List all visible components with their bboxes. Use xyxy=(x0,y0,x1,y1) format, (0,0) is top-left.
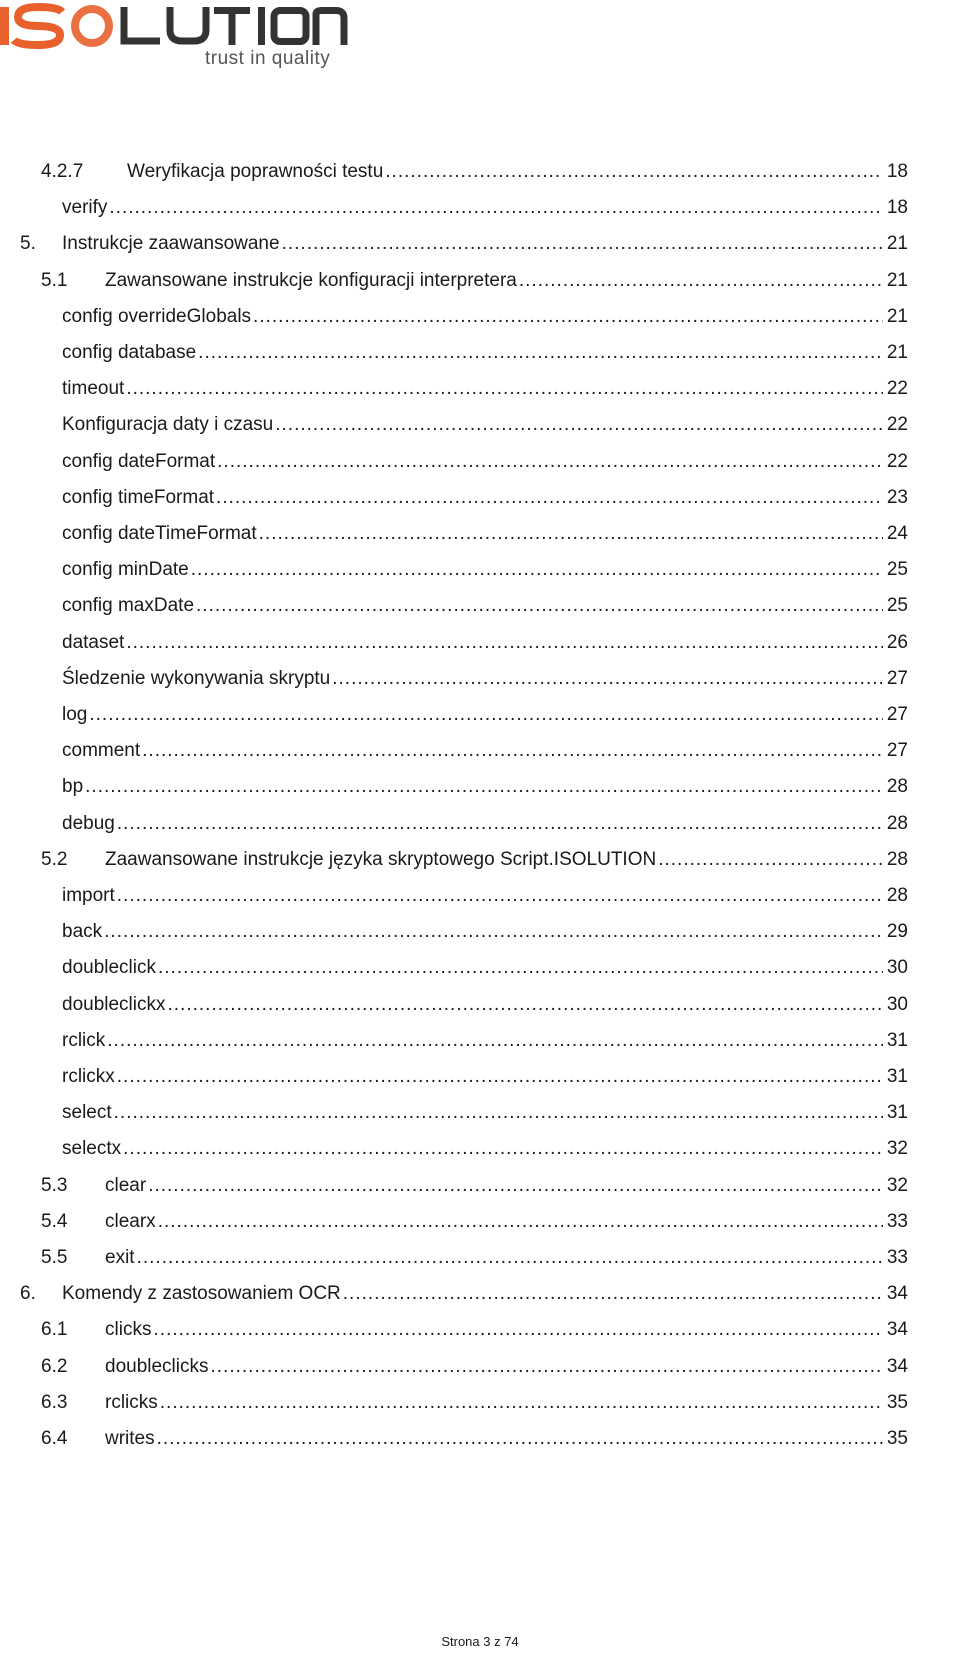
toc-entry-title: exit xyxy=(105,1247,135,1268)
toc-entry[interactable] xyxy=(0,1420,960,1458)
toc-entry[interactable] xyxy=(0,732,960,770)
toc-entry-page: 25 xyxy=(886,559,908,581)
toc-dot-leader xyxy=(259,515,883,553)
toc-entry-body xyxy=(62,768,908,806)
toc-dot-leader xyxy=(168,986,883,1024)
toc-entry[interactable] xyxy=(0,515,960,553)
toc-entry-body xyxy=(62,949,908,987)
toc-entry-body xyxy=(62,551,908,589)
toc-entry-page: 34 xyxy=(886,1355,908,1377)
toc-entry[interactable] xyxy=(0,153,960,191)
toc-dot-leader xyxy=(385,153,883,191)
toc-entry-title: log xyxy=(62,704,88,725)
toc-entry[interactable] xyxy=(0,624,960,662)
toc-entry-body xyxy=(62,298,908,336)
toc-entry-number: 6.4 xyxy=(41,1428,68,1449)
toc-dot-leader xyxy=(343,1275,883,1313)
toc-dot-leader xyxy=(196,587,883,625)
toc-entry-page: 29 xyxy=(886,921,908,943)
toc-entry-body xyxy=(62,443,908,481)
toc-entry-number: 6. xyxy=(20,1283,36,1305)
toc-entry-title: doubleclick xyxy=(62,957,156,979)
toc-entry[interactable] xyxy=(0,986,960,1024)
toc-entry-body xyxy=(62,515,908,553)
toc-dot-leader xyxy=(109,189,882,227)
toc-entry-body xyxy=(105,1203,908,1241)
toc-entry-title: config maxDate xyxy=(62,595,195,617)
toc-entry-page: 35 xyxy=(886,1391,908,1413)
isolution-logo xyxy=(0,0,380,80)
toc-entry-body xyxy=(105,1384,908,1422)
toc-entry-page: 18 xyxy=(886,197,908,219)
toc-entry-body xyxy=(62,189,908,227)
toc-entry-title: config minDate xyxy=(62,559,189,581)
toc-entry-title: doubleclicks xyxy=(105,1355,209,1377)
toc-dot-leader xyxy=(126,624,883,662)
toc-entry-body xyxy=(105,1167,908,1205)
toc-entry-page: 32 xyxy=(886,1138,908,1160)
toc-dot-leader xyxy=(126,370,883,408)
toc-entry-number: 5. xyxy=(20,233,36,255)
toc-entry-page: 32 xyxy=(886,1174,908,1196)
toc-dot-leader xyxy=(123,1130,883,1168)
toc-entry-page: 23 xyxy=(886,486,908,508)
toc-dot-leader xyxy=(211,1348,883,1386)
toc-entry-page: 22 xyxy=(886,450,908,472)
toc-dot-leader xyxy=(198,334,883,372)
toc-entry-page: 31 xyxy=(886,1066,908,1087)
toc-entry[interactable] xyxy=(0,551,960,589)
toc-entry-number: 4.2.7 xyxy=(41,161,84,182)
toc-entry-title: bp xyxy=(62,776,84,798)
toc-entry-page: 21 xyxy=(886,305,908,327)
toc-entry-title: selectx xyxy=(62,1138,122,1160)
toc-entry-title: rclickx xyxy=(62,1066,115,1087)
toc-dot-leader xyxy=(89,696,883,734)
toc-entry-title: config timeFormat xyxy=(62,486,215,508)
toc-entry[interactable] xyxy=(0,1348,960,1386)
toc-entry-title: Komendy z zastosowaniem OCR xyxy=(62,1283,341,1305)
toc-entry-page: 26 xyxy=(886,631,908,653)
toc-entry-page: 22 xyxy=(886,378,908,400)
logo-tagline: trust in quality xyxy=(205,48,331,69)
toc-entry[interactable] xyxy=(0,913,960,951)
toc-dot-leader xyxy=(107,1022,883,1060)
toc-entry-page: 28 xyxy=(886,848,908,870)
toc-dot-leader xyxy=(157,1420,883,1458)
toc-entry-title: debug xyxy=(62,812,115,834)
toc-entry-title: doubleclickx xyxy=(62,993,166,1015)
toc-dot-leader xyxy=(253,298,883,336)
toc-entry-number: 6.2 xyxy=(41,1355,68,1377)
toc-entry-title: Śledzenie wykonywania skryptu xyxy=(62,667,331,689)
toc-dot-leader xyxy=(216,479,883,517)
toc-entry-title: clicks xyxy=(105,1319,152,1341)
toc-entry-title: timeout xyxy=(62,378,125,400)
toc-entry-title: verify xyxy=(62,197,108,219)
toc-entry-title: config overrideGlobals xyxy=(62,305,252,327)
toc-entry-title: dataset xyxy=(62,631,125,653)
toc-entry-page: 34 xyxy=(886,1319,908,1341)
toc-dot-leader xyxy=(104,913,883,951)
toc-entry-body xyxy=(62,877,908,915)
toc-entry-title: config database xyxy=(62,342,197,363)
toc-dot-leader xyxy=(519,262,883,300)
toc-entry-page: 33 xyxy=(886,1247,908,1268)
toc-entry[interactable] xyxy=(0,406,960,444)
toc-entry-body xyxy=(62,624,908,662)
toc-entry-body xyxy=(62,587,908,625)
toc-entry[interactable] xyxy=(0,225,960,263)
toc-entry-page: 28 xyxy=(886,885,908,906)
toc-entry[interactable] xyxy=(0,1203,960,1241)
toc-entry-title: import xyxy=(62,885,115,906)
toc-entry-title: config dateFormat xyxy=(62,450,216,472)
toc-dot-leader xyxy=(332,660,883,698)
toc-entry[interactable] xyxy=(0,370,960,408)
toc-entry-number: 6.3 xyxy=(41,1391,68,1413)
toc-entry[interactable] xyxy=(0,949,960,987)
toc-entry-title: Instrukcje zaawansowane xyxy=(62,233,280,255)
toc-entry-body xyxy=(105,1239,908,1277)
toc-entry[interactable] xyxy=(0,1311,960,1349)
toc-dot-leader xyxy=(158,949,883,987)
toc-entry-page: 21 xyxy=(886,233,908,255)
toc-entry-body xyxy=(62,986,908,1024)
toc-entry-number: 5.1 xyxy=(41,269,68,291)
toc-entry-page: 31 xyxy=(886,1102,908,1124)
toc-entry[interactable] xyxy=(0,1130,960,1168)
toc-entry-page: 30 xyxy=(886,957,908,979)
toc-entry[interactable] xyxy=(0,587,960,625)
toc-dot-leader xyxy=(191,551,883,589)
toc-entry[interactable] xyxy=(0,1275,960,1313)
toc-entry-body xyxy=(62,1275,908,1313)
toc-entry-title: Konfiguracja daty i czasu xyxy=(62,414,274,436)
toc-dot-leader xyxy=(282,225,883,263)
toc-entry-body xyxy=(127,153,908,191)
toc-entry-body xyxy=(62,1094,908,1132)
toc-dot-leader xyxy=(217,443,883,481)
page-number-label: Strona 3 z 74 xyxy=(441,1634,519,1649)
toc-dot-leader xyxy=(117,877,883,915)
toc-entry[interactable] xyxy=(0,1167,960,1205)
toc-entry[interactable] xyxy=(0,1384,960,1422)
toc-entry-body xyxy=(105,1311,908,1349)
toc-entry[interactable] xyxy=(0,479,960,517)
toc-entry-body xyxy=(105,1420,908,1458)
toc-entry-page: 18 xyxy=(886,161,908,182)
toc-entry-page: 21 xyxy=(886,269,908,291)
toc-entry-title: Zawansowane instrukcje konfiguracji interpretera xyxy=(105,269,517,291)
toc-entry[interactable] xyxy=(0,768,960,806)
toc-entry[interactable] xyxy=(0,805,960,843)
toc-entry-title: back xyxy=(62,921,103,943)
toc-dot-leader xyxy=(117,1058,883,1096)
toc-entry[interactable] xyxy=(0,298,960,336)
toc-entry[interactable] xyxy=(0,1022,960,1060)
toc-entry-number: 5.4 xyxy=(41,1210,68,1232)
toc-dot-leader xyxy=(114,1094,883,1132)
toc-entry-body xyxy=(62,334,908,372)
toc-dot-leader xyxy=(85,768,883,806)
toc-entry-page: 22 xyxy=(886,414,908,436)
toc-entry[interactable] xyxy=(0,841,960,879)
toc-entry-page: 34 xyxy=(886,1283,908,1305)
toc-entry-body xyxy=(62,805,908,843)
toc-entry-body xyxy=(105,1348,908,1386)
toc-entry-number: 5.3 xyxy=(41,1174,68,1196)
toc-dot-leader xyxy=(117,805,883,843)
toc-entry-page: 27 xyxy=(886,667,908,689)
toc-entry-title: writes xyxy=(105,1428,155,1449)
toc-entry[interactable] xyxy=(0,189,960,227)
toc-entry[interactable] xyxy=(0,877,960,915)
toc-entry-body xyxy=(62,1130,908,1168)
toc-entry[interactable] xyxy=(0,660,960,698)
toc-entry[interactable] xyxy=(0,696,960,734)
toc-entry-body xyxy=(105,841,908,879)
toc-entry-body xyxy=(62,225,908,263)
toc-entry[interactable] xyxy=(0,443,960,481)
toc-entry-title: select xyxy=(62,1102,112,1124)
toc-entry-body xyxy=(62,660,908,698)
toc-dot-leader xyxy=(137,1239,883,1277)
toc-entry-body xyxy=(62,1022,908,1060)
toc-entry-title: rclick xyxy=(62,1029,106,1051)
toc-entry-page: 27 xyxy=(886,740,908,762)
toc-entry-body xyxy=(62,913,908,951)
toc-entry-page: 21 xyxy=(886,342,908,363)
toc-dot-leader xyxy=(158,1203,883,1241)
toc-entry-body xyxy=(62,1058,908,1096)
toc-dot-leader xyxy=(160,1384,883,1422)
toc-dot-leader xyxy=(275,406,883,444)
toc-entry-number: 5.5 xyxy=(41,1247,68,1268)
toc-entry[interactable] xyxy=(0,262,960,300)
toc-entry-page: 31 xyxy=(886,1029,908,1051)
toc-entry[interactable] xyxy=(0,1058,960,1096)
toc-entry-body xyxy=(62,696,908,734)
toc-entry-number: 6.1 xyxy=(41,1319,68,1341)
toc-entry-body xyxy=(62,479,908,517)
toc-dot-leader xyxy=(658,841,883,879)
toc-dot-leader xyxy=(142,732,883,770)
toc-entry-page: 28 xyxy=(886,776,908,798)
toc-entry[interactable] xyxy=(0,334,960,372)
toc-entry-page: 24 xyxy=(886,523,908,544)
toc-dot-leader xyxy=(153,1311,882,1349)
toc-entry-title: Weryfikacja poprawności testu xyxy=(127,161,384,182)
toc-dot-leader xyxy=(148,1167,883,1205)
toc-entry-title: Zaawansowane instrukcje języka skryptowego Script.ISOLUTION xyxy=(105,848,657,870)
toc-entry-title: comment xyxy=(62,740,141,762)
toc-entry[interactable] xyxy=(0,1239,960,1277)
toc-entry-body xyxy=(62,406,908,444)
toc-entry-body xyxy=(62,732,908,770)
toc-entry-number: 5.2 xyxy=(41,848,68,870)
toc-entry-page: 27 xyxy=(886,704,908,725)
toc-entry-title: clearx xyxy=(105,1210,156,1232)
toc-entry-title: config dateTimeFormat xyxy=(62,523,257,544)
toc-entry[interactable] xyxy=(0,1094,960,1132)
toc-entry-title: clear xyxy=(105,1174,147,1196)
toc-entry-body xyxy=(62,370,908,408)
toc-entry-page: 33 xyxy=(886,1210,908,1232)
toc-entry-title: rclicks xyxy=(105,1391,158,1413)
toc-entry-body xyxy=(105,262,908,300)
toc-entry-page: 28 xyxy=(886,812,908,834)
toc-entry-page: 30 xyxy=(886,993,908,1015)
page-footer xyxy=(0,1634,960,1649)
toc-entry-page: 25 xyxy=(886,595,908,617)
toc-entry-page: 35 xyxy=(886,1428,908,1449)
